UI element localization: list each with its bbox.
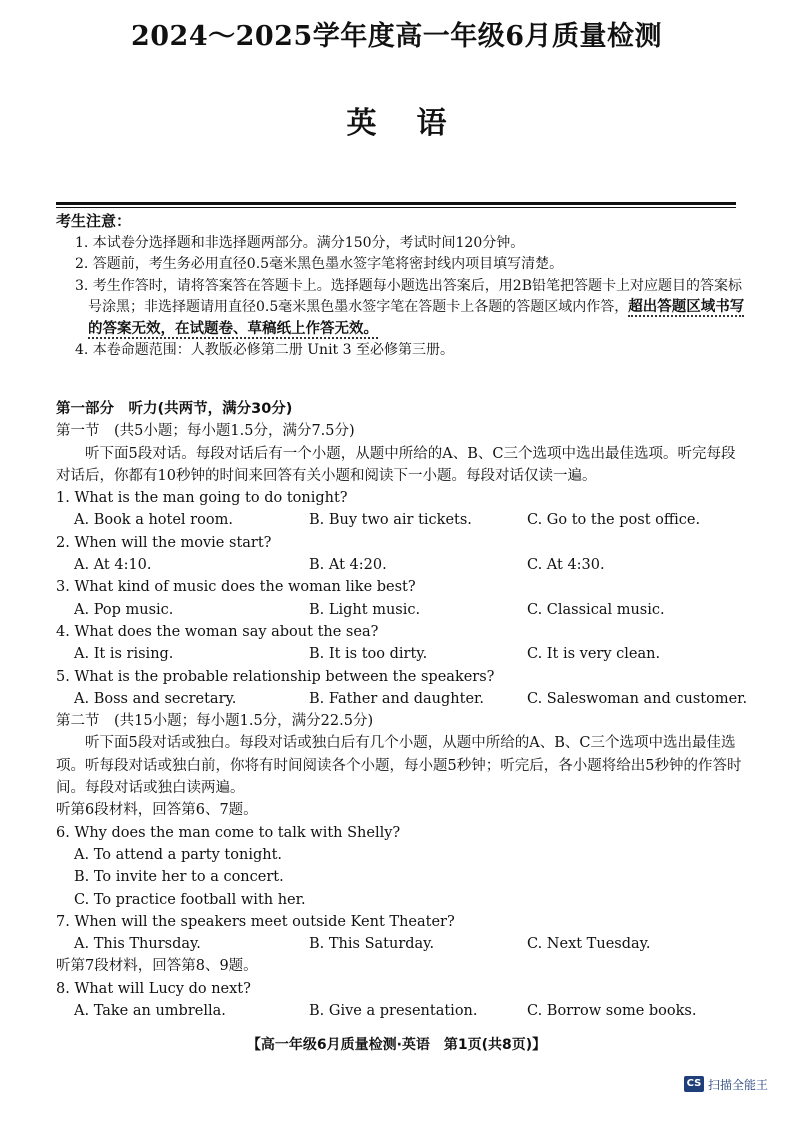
question-7: 7. When will the speakers meet outside Kent Theater? — [56, 913, 455, 930]
question-4: 4. What does the woman say about the sea? — [56, 623, 379, 640]
option-c: C. Saleswoman and customer. — [527, 690, 748, 707]
exam-subject: 英语 — [346, 106, 487, 141]
question-6: 6. Why does the man come to talk with Shelly? — [56, 824, 401, 841]
notice-item-3-emphasis: 超出答题区域书写的答案无效，在试题卷、草稿纸上作答无效。 — [88, 299, 745, 337]
option-b: B. To invite her to a concert. — [74, 869, 284, 886]
question-2-options — [56, 554, 746, 576]
part1-heading: 第一部分 听力(共两节，满分30分) — [56, 401, 293, 417]
question-8-options — [56, 1000, 746, 1022]
material-6-note: 听第6段材料，回答第6、7题。 — [56, 802, 258, 819]
option-b: B. Father and daughter. — [309, 690, 484, 707]
option-c: C. Classical music. — [527, 601, 665, 618]
header-rule-thin — [56, 207, 736, 208]
option-c: C. It is very clean. — [527, 646, 661, 663]
question-1-options — [56, 509, 746, 531]
notice-item-4: 4. 本卷命题范围：人教版必修第二册 Unit 3 至必修第三册。 — [75, 342, 454, 358]
question-3-options — [56, 599, 746, 621]
notice-item-2: 2. 答题前，考生务必用直径0.5毫米黑色墨水签字笔将密封线内项目填写清楚。 — [75, 256, 564, 272]
option-b: B. Buy two air tickets. — [309, 512, 472, 529]
question-2: 2. When will the movie start? — [56, 534, 272, 551]
header-rule-thick — [56, 202, 736, 205]
candidate-notice — [56, 211, 746, 362]
option-b: B. This Saturday. — [309, 936, 435, 953]
exam-title: 2024～2025学年度高一年级6月质量检测 — [130, 21, 663, 52]
option-a: A. Pop music. — [74, 601, 174, 618]
option-c: C. At 4:30. — [527, 557, 605, 574]
option-a: A. It is rising. — [74, 646, 174, 663]
material-7-note: 听第7段材料，回答第8、9题。 — [56, 958, 258, 975]
option-a: A. Boss and secretary. — [74, 690, 237, 707]
listening-part — [56, 398, 746, 1022]
option-a: A. Take an umbrella. — [74, 1003, 226, 1020]
option-c: C. To practice football with her. — [74, 891, 306, 908]
section1-heading: 第一节 (共5小题；每小题1.5分，满分7.5分) — [56, 423, 355, 440]
option-a: A. To attend a party tonight. — [74, 846, 283, 863]
option-c: C. Next Tuesday. — [527, 936, 651, 953]
section1-instructions: 听下面5段对话。每段对话后有一个小题，从题中所给的A、B、C三个选项中选出最佳选项。听完每段对话后，你都有10秒钟的时间来回答有关小题和阅读下一小题。每段对话仅读一遍。 — [56, 445, 736, 484]
notice-heading: 考生注意： — [56, 212, 132, 230]
option-b: B. At 4:20. — [309, 557, 387, 574]
option-c: C. Borrow some books. — [527, 1003, 697, 1020]
question-8: 8. What will Lucy do next? — [56, 980, 251, 997]
question-4-options — [56, 643, 746, 665]
option-c: C. Go to the post office. — [527, 512, 701, 529]
scanner-logo-icon: CS — [684, 1076, 704, 1092]
notice-item-3 — [56, 276, 746, 341]
section2-instructions: 听下面5段对话或独白。每段对话或独白后有几个小题，从题中所给的A、B、C三个选项中选出最佳选项。听每段对话或独白前，你将有时间阅读各个小题，每小题5秒钟；听完后，各小题将给出5秒钟的作答时间。每段对话或独白读两遍。 — [56, 735, 742, 797]
notice-item-3-text: 3. 考生作答时，请将答案答在答题卡上。选择题每小题选出答案后，用2B铅笔把答题卡上对应题目的答案标号涂黑；非选择题请用直径0.5毫米黑色墨水签字笔在答题卡上各题的答题区域内作答， — [75, 277, 743, 315]
question-1: 1. What is the man going to do tonight? — [56, 490, 348, 507]
scanner-label: 扫描全能王 — [708, 1078, 769, 1092]
notice-item-1: 1. 本试卷分选择题和非选择题两部分。满分150分，考试时间120分钟。 — [75, 234, 525, 251]
question-7-options — [56, 933, 746, 955]
option-b: B. It is too dirty. — [309, 646, 428, 663]
option-a: A. This Thursday. — [74, 936, 201, 953]
option-a: A. At 4:10. — [74, 557, 152, 574]
option-a: A. Book a hotel room. — [74, 512, 233, 529]
option-b: B. Light music. — [309, 601, 421, 618]
option-b: B. Give a presentation. — [309, 1003, 478, 1020]
page-footer: 【高一年级6月质量检测·英语 第1页(共8页)】 — [246, 1037, 547, 1053]
question-5-options — [56, 688, 746, 710]
section2-heading: 第二节 (共15小题；每小题1.5分，满分22.5分) — [56, 713, 374, 730]
question-5: 5. What is the probable relationship between the speakers? — [56, 668, 495, 685]
question-3: 3. What kind of music does the woman like best? — [56, 579, 416, 596]
